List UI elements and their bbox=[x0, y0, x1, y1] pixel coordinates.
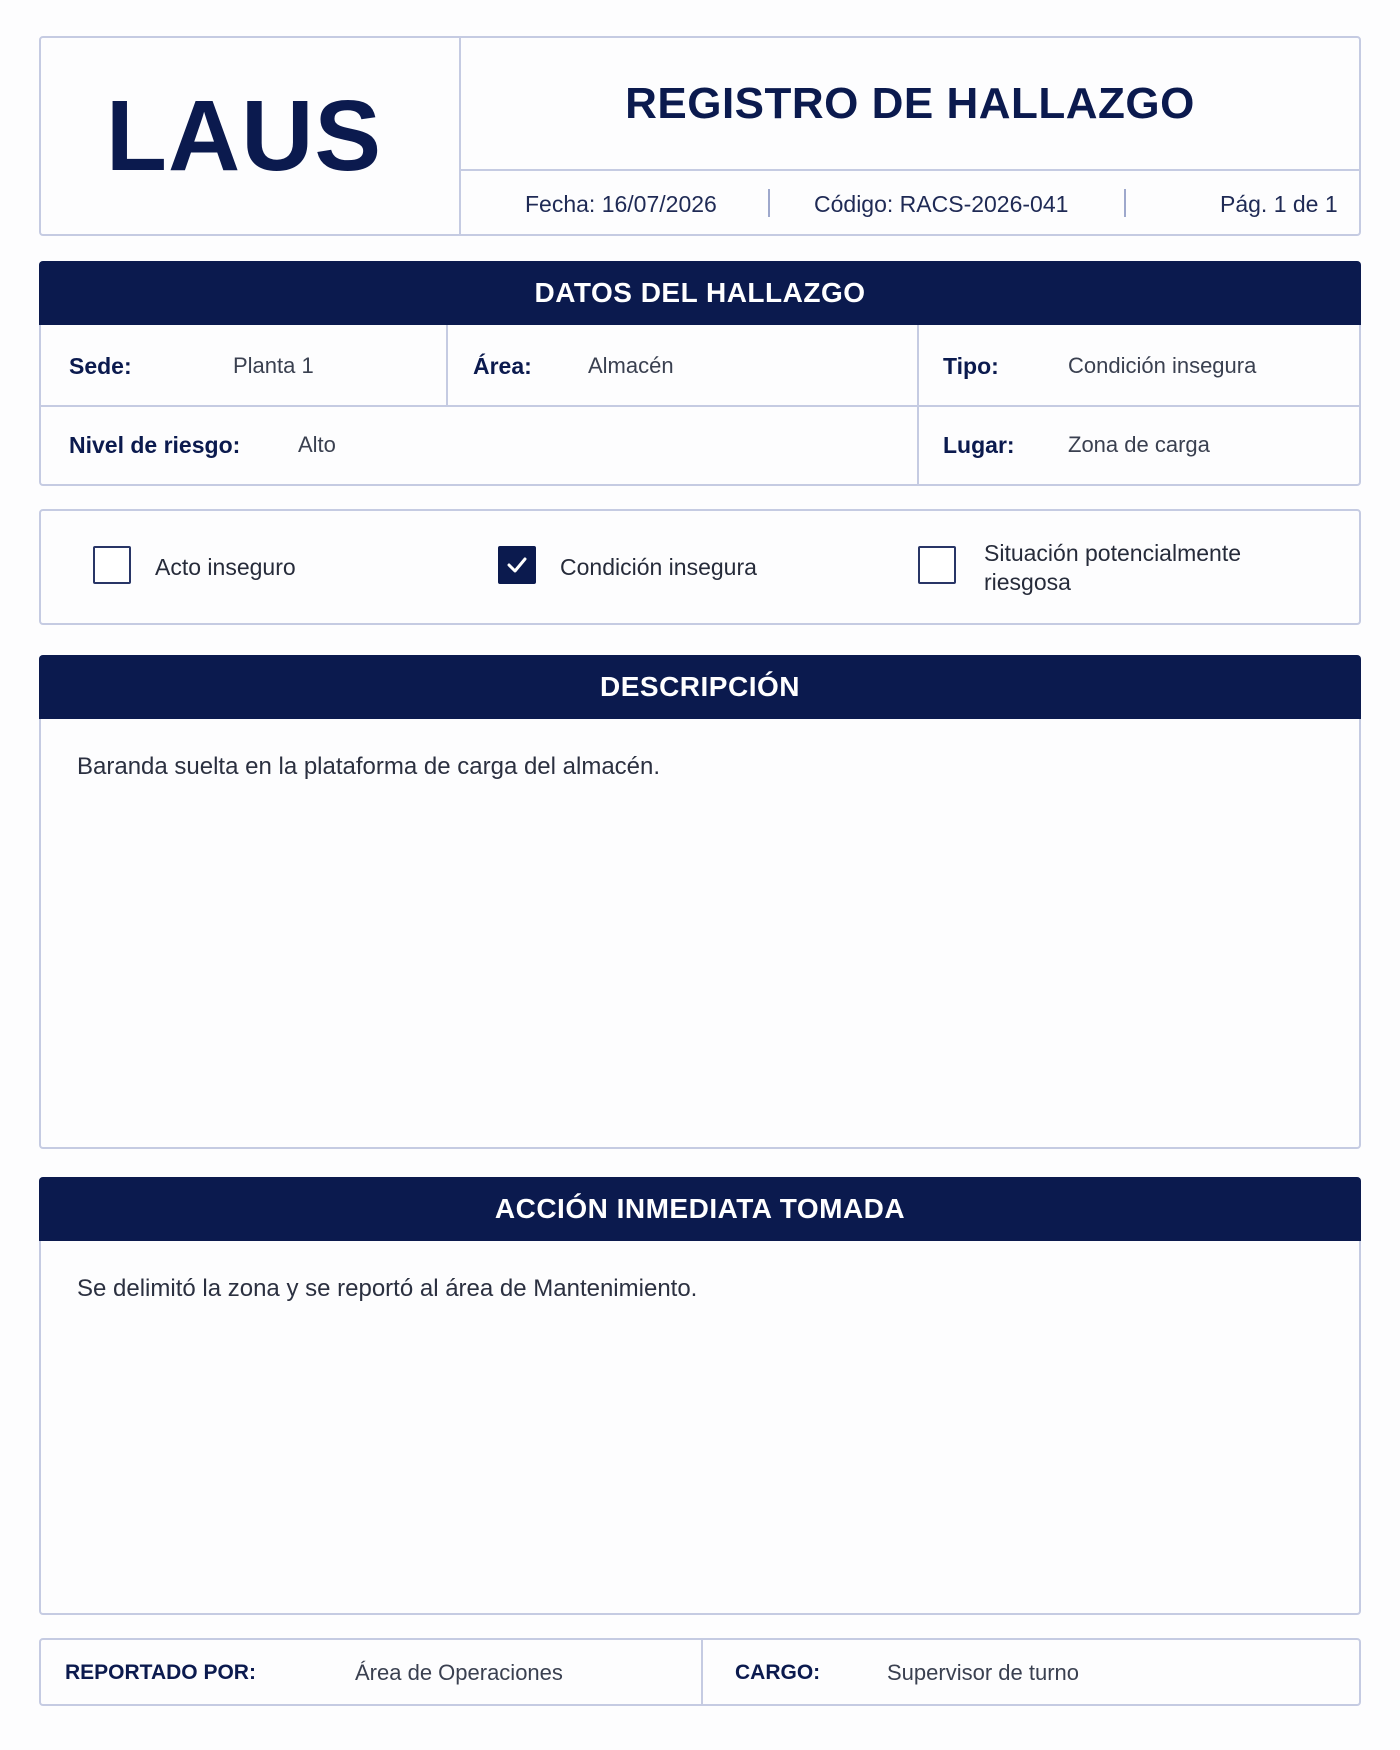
company-logo: LAUS bbox=[105, 79, 383, 192]
document-meta-row bbox=[461, 171, 1359, 234]
immediate-action-section bbox=[39, 1177, 1361, 1615]
risk-level-label: Nivel de riesgo: bbox=[69, 432, 241, 458]
acto-inseguro-checkbox[interactable] bbox=[93, 546, 131, 584]
finding-data-section bbox=[39, 261, 1361, 486]
document-header bbox=[39, 36, 1361, 236]
row-divider bbox=[41, 405, 1359, 407]
area-label: Área: bbox=[473, 353, 532, 379]
title-cell bbox=[461, 38, 1359, 171]
check-icon bbox=[500, 548, 534, 582]
tipo-label: Tipo: bbox=[943, 353, 999, 379]
description-text: Baranda suelta en la plataforma de carga del almacén. bbox=[77, 753, 661, 780]
cargo-label: CARGO: bbox=[735, 1661, 821, 1684]
description-heading: DESCRIPCIÓN bbox=[39, 655, 1361, 719]
document-code: Código: RACS-2026-041 bbox=[814, 191, 1069, 217]
tipo-value: Condición insegura bbox=[1068, 353, 1257, 378]
reported-by-value: Área de Operaciones bbox=[355, 1660, 563, 1685]
page-number: Pág. 1 de 1 bbox=[1220, 191, 1338, 217]
lugar-value: Zona de carga bbox=[1068, 432, 1210, 457]
document-title: REGISTRO DE HALLAZGO bbox=[625, 78, 1195, 128]
immediate-action-heading: ACCIÓN INMEDIATA TOMADA bbox=[39, 1177, 1361, 1241]
logo-cell bbox=[41, 38, 461, 234]
situacion-riesgosa-label: Situación potencialmente riesgosa bbox=[984, 540, 1241, 595]
lugar-label: Lugar: bbox=[943, 432, 1015, 458]
meta-divider bbox=[768, 189, 770, 217]
condicion-insegura-checkbox[interactable] bbox=[498, 546, 536, 584]
description-section bbox=[39, 655, 1361, 1149]
immediate-action-text: Se delimitó la zona y se reportó al área de Mantenimiento. bbox=[77, 1275, 698, 1302]
area-value: Almacén bbox=[588, 353, 674, 378]
column-divider bbox=[917, 325, 919, 484]
condicion-insegura-label: Condición insegura bbox=[560, 554, 757, 580]
reporter-footer bbox=[39, 1638, 1361, 1706]
finding-data-heading: DATOS DEL HALLAZGO bbox=[39, 261, 1361, 325]
acto-inseguro-label: Acto inseguro bbox=[155, 554, 296, 580]
column-divider bbox=[446, 325, 448, 405]
footer-divider bbox=[701, 1640, 703, 1704]
reported-by-label: REPORTADO POR: bbox=[65, 1661, 256, 1684]
document-date: Fecha: 16/07/2026 bbox=[525, 191, 717, 217]
meta-divider bbox=[1124, 189, 1126, 217]
cargo-value: Supervisor de turno bbox=[887, 1660, 1079, 1685]
classification-options bbox=[39, 509, 1361, 625]
sede-value: Planta 1 bbox=[233, 353, 314, 378]
situacion-riesgosa-checkbox[interactable] bbox=[918, 546, 956, 584]
risk-level-value: Alto bbox=[298, 432, 336, 457]
sede-label: Sede: bbox=[69, 353, 132, 379]
